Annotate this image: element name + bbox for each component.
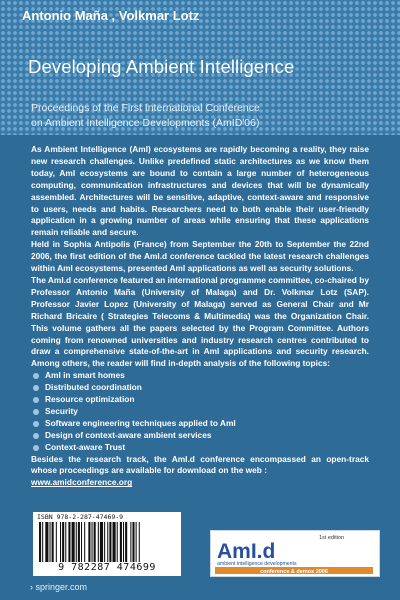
topic-item <box>31 370 369 382</box>
topic-label: Design of context-aware ambient services <box>45 429 212 440</box>
topic-label: Distributed coordination <box>45 382 142 393</box>
barcode-bar <box>136 522 137 562</box>
logo-edition: 1st edition <box>319 535 345 541</box>
barcode-bar <box>65 522 66 562</box>
barcode-bar <box>78 522 80 562</box>
barcode-bar <box>42 522 43 562</box>
topic-label: AmI in smart homes <box>45 370 125 381</box>
logo-band-text: conference & demos 2006 <box>260 568 328 575</box>
barcode-bar <box>139 522 140 562</box>
book-title: Developing Ambient Intelligence <box>28 56 295 77</box>
barcode-bar <box>98 522 99 562</box>
barcode-bar <box>117 522 118 562</box>
bullet-icon <box>33 397 39 403</box>
bullet-icon <box>33 373 39 379</box>
barcode-bar <box>120 522 122 562</box>
publisher-url[interactable]: › springer.com <box>30 582 88 592</box>
barcode-bar <box>39 522 41 562</box>
blurb-text <box>31 144 369 489</box>
barcode-bar <box>72 522 75 562</box>
paragraph: As Ambient Intelligence (AmI) ecosystems are rapidly becoming a reality, they raise new research challenges. Unlike predefined static architectures as we know them today, AmI ecosystems are bound to contain a large number of heterogeneous computing, communication infrastructures and devices that will be dynamically assembled. Architectures will be sensitive, adaptive, context-aware and responsive to users, needs and habits. Researchers need to both enable their user-friendly application in a growing number of areas while ensuring that these applications remain reliable and secure. <box>31 144 369 238</box>
logo-mark: AmI.d <box>217 540 276 563</box>
topic-label: Software engineering techniques applied to AmI <box>45 417 236 428</box>
subtitle-line: on Ambient Intelligence Developments (AmID'06) <box>31 117 260 129</box>
barcode-bar <box>123 522 124 562</box>
topic-label: Security <box>45 405 78 416</box>
topic-label: Resource optimization <box>45 394 135 405</box>
barcode-bar <box>94 522 96 562</box>
barcode-bar <box>125 522 127 562</box>
barcode-bar <box>107 522 108 562</box>
barcode-bar <box>100 522 103 562</box>
isbn-text: ISBN 978-2-287-47469-9 <box>37 513 124 521</box>
barcode-bar <box>84 522 85 562</box>
conference-logo <box>210 530 380 577</box>
topic-item <box>31 406 369 418</box>
barcode-bar <box>68 522 70 562</box>
topic-item <box>31 382 369 394</box>
barcode-bar <box>45 522 48 562</box>
barcode-number: 9 782287 474699 <box>58 562 156 573</box>
paragraph: The AmI.d conference featured an international programme committee, co-chaired by Professor Antonio Maña (University of Malaga) and Dr. Volkmar Lotz (SAP). Professor Javier Lopez (University of Malaga) served as General Chair and Mr Richard Bricaire ( Strategies Telecoms & Multimedia) was the Organization Chair. This volume gathers all the papers selected by the Program Committee. Authors coming from renowned universities and industry research centres contributed to draw a comprehensive state-of-the-art in AmI applications and security research. Among others, the reader will find in-depth analysis of the following topics: <box>31 274 369 369</box>
barcode <box>39 522 175 562</box>
barcode-bar <box>132 522 134 562</box>
bullet-icon <box>33 445 39 451</box>
barcode-bar <box>113 522 116 562</box>
closing-paragraph: Besides the research track, the AmI.d conference encompassed an open-track whose proceedings are available for download on the web : <box>31 453 369 476</box>
bullet-icon <box>33 421 39 427</box>
barcode-bar <box>130 522 131 562</box>
author-names: Antonio Maña , Volkmar Lotz <box>22 8 200 23</box>
bullet-icon <box>33 409 39 415</box>
topic-label: Context-aware Trust <box>45 441 126 452</box>
paragraph: Held in Sophia Antipolis (France) from September the 20th to September the 22nd 2006, the first edition of the AmI.d conference tackled the latest research challenges within AmI ecosystems, presented AmI applications as well as security solutions. <box>31 239 369 274</box>
barcode-bar <box>52 522 54 562</box>
barcode-bar <box>60 522 61 562</box>
barcode-bar <box>109 522 111 562</box>
publisher-text: springer.com <box>35 582 88 592</box>
barcode-bar <box>56 522 57 562</box>
barcode-panel <box>33 512 181 576</box>
amid-logo-icon <box>211 531 379 576</box>
website-link[interactable]: www.amidconference.org <box>31 477 133 488</box>
barcode-bar <box>104 522 105 562</box>
barcode-bar <box>50 522 51 562</box>
barcode-bar <box>62 522 64 562</box>
topic-item <box>31 442 369 454</box>
barcode-bar <box>76 522 77 562</box>
topic-item <box>31 394 369 406</box>
subtitle-line: Proceedings of the First International Conference <box>31 102 260 114</box>
book-subtitle <box>31 101 351 131</box>
bullet-icon <box>33 433 39 439</box>
barcode-bar <box>92 522 93 562</box>
topic-item <box>31 418 369 430</box>
bullet-icon <box>33 385 39 391</box>
barcode-bar <box>88 522 90 562</box>
topic-item <box>31 430 369 442</box>
barcode-bar <box>81 522 82 562</box>
logo-tagline: ambient intelligence developments <box>217 561 297 567</box>
topic-list <box>31 370 369 453</box>
